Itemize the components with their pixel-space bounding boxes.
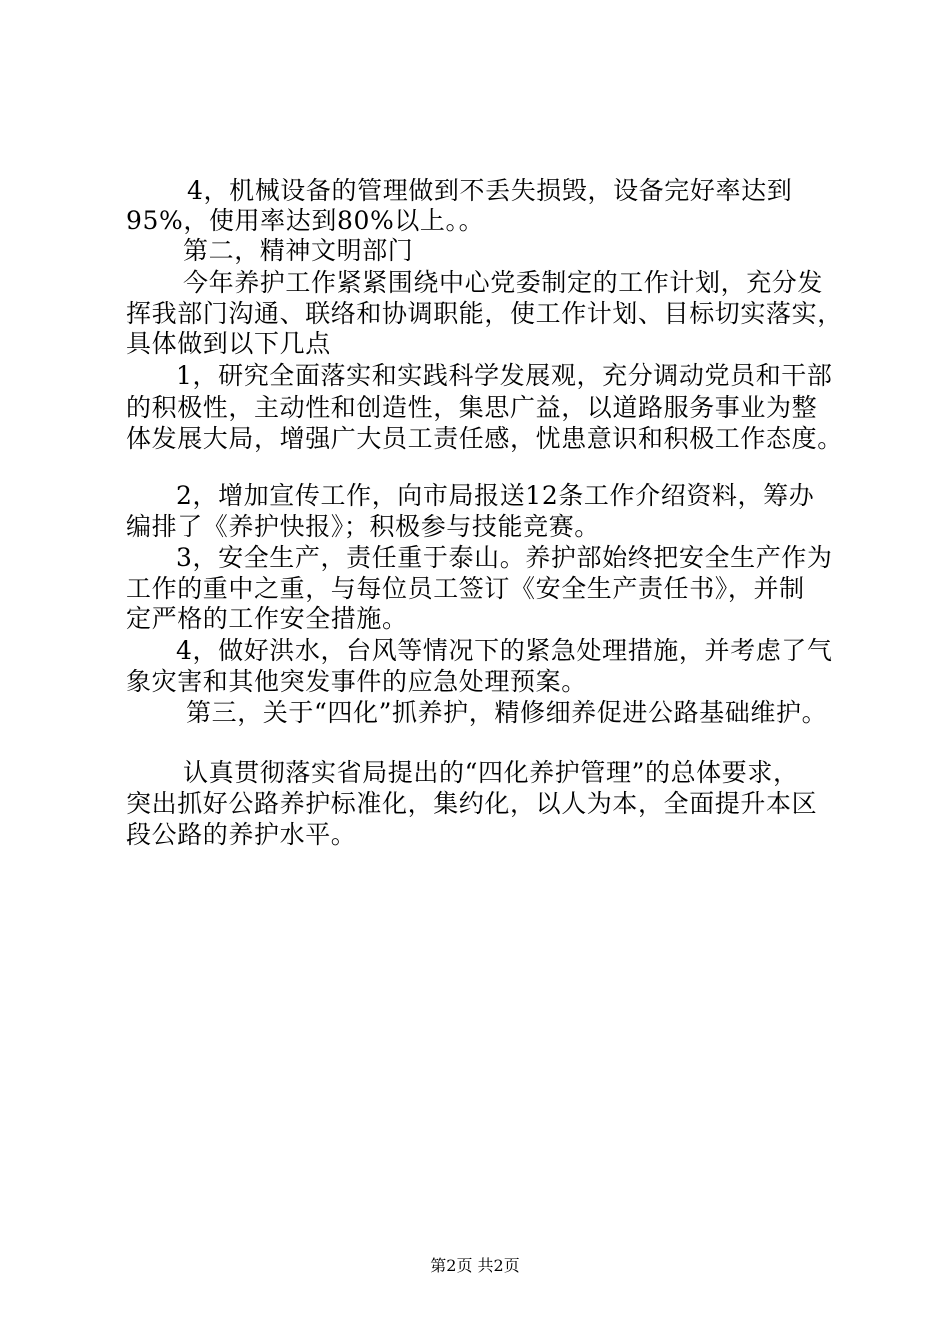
paragraph-line: 4，机械设备的管理做到不丢失损毁，设备完好率达到: [187, 176, 793, 205]
paragraph-line: 工作的重中之重，与每位员工签订《安全生产责任书》，并制: [126, 574, 805, 603]
paragraph-line: 体发展大局，增强广大员工责任感，忧患意识和积极工作态度。: [126, 424, 843, 453]
paragraph-line: 具体做到以下几点: [126, 329, 331, 358]
section-heading: 第三，关于“四化”抓养护，精修细养促进公路基础维护。: [186, 698, 828, 727]
paragraph-line: 的积极性，主动性和创造性，集思广益，以道路服务事业为整: [126, 393, 818, 422]
paragraph-line: 突出抓好公路养护标准化，集约化，以人为本，全面提升本区: [126, 789, 818, 818]
paragraph-line: 挥我部门沟通、联络和协调职能，使工作计划、目标切实落实，: [126, 299, 843, 328]
paragraph-line: 3，安全生产，责任重于泰山。养护部始终把安全生产作为: [176, 543, 833, 572]
paragraph-line: 2，增加宣传工作，向市局报送12条工作介绍资料，筹办: [176, 481, 815, 510]
paragraph-line: 今年养护工作紧紧围绕中心党委制定的工作计划，充分发: [183, 268, 824, 297]
paragraph-line: 4，做好洪水，台风等情况下的紧急处理措施，并考虑了气: [176, 636, 833, 665]
paragraph-line: 象灾害和其他突发事件的应急处理预案。: [126, 667, 587, 696]
paragraph-line: 定严格的工作安全措施。: [126, 604, 408, 633]
paragraph-line: 1，研究全面落实和实践科学发展观，充分调动党员和干部: [176, 361, 833, 390]
section-heading: 第二，精神文明部门: [183, 236, 414, 265]
paragraph-line: 认真贯彻落实省局提出的“四化养护管理”的总体要求，: [183, 758, 799, 787]
paragraph-line: 段公路的养护水平。: [126, 820, 357, 849]
page-number-footer: 第2页 共2页: [430, 1256, 520, 1275]
paragraph-line: 编排了《养护快报》；积极参与技能竞赛。: [126, 512, 600, 541]
paragraph-line: 95%，使用率达到80%以上。。: [126, 206, 485, 235]
